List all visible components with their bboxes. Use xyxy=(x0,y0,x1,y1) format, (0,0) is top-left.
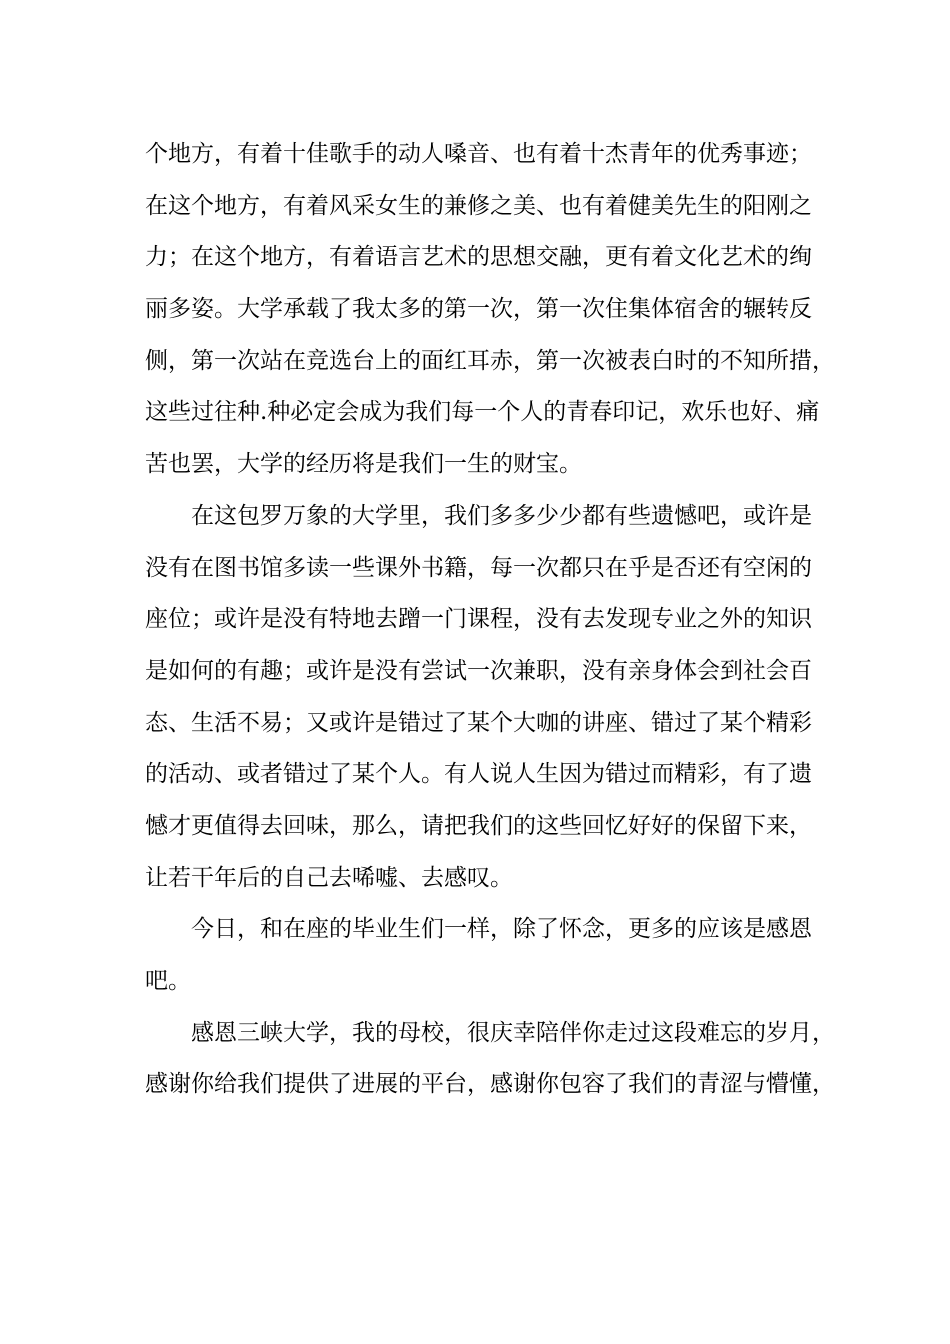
text-line: 吧。 xyxy=(145,968,191,994)
body-text xyxy=(145,129,835,1111)
text-line: 的活动、或者错过了某个人。有人说人生因为错过而精彩，有了遗 xyxy=(145,761,812,788)
text-line: 丽多姿。大学承载了我太多的第一次，第一次住集体宿舍的辗转反 xyxy=(145,296,812,323)
text-line: 苦也罢，大学的经历将是我们一生的财宝。 xyxy=(145,451,582,478)
text-line: 没有在图书馆多读一些课外书籍，每一次都只在乎是否还有空闲的 xyxy=(145,554,812,581)
text-line: 憾才更值得去回味，那么，请把我们的这些回忆好好的保留下来， xyxy=(145,812,812,839)
text-line: 这些过往种.种必定会成为我们每一个人的青春印记，欢乐也好、痛 xyxy=(145,399,820,426)
text-line: 感谢你给我们提供了进展的平台，感谢你包容了我们的青涩与懵懂， xyxy=(145,1071,835,1098)
text-line: 个地方，有着十佳歌手的动人嗓音、也有着十杰青年的优秀事迹； xyxy=(145,141,812,167)
text-line: 今日，和在座的毕业生们一样，除了怀念，更多的应该是感恩 xyxy=(191,916,812,943)
text-line: 力；在这个地方，有着语言艺术的思想交融，更有着文化艺术的绚 xyxy=(145,244,812,271)
text-line: 侧，第一次站在竞选台上的面红耳赤，第一次被表白时的不知所措， xyxy=(145,347,835,374)
text-line: 态、生活不易；又或许是错过了某个大咖的讲座、错过了某个精彩 xyxy=(145,709,812,736)
text-line: 在这个地方，有着风采女生的兼修之美、也有着健美先生的阳刚之 xyxy=(145,192,812,219)
text-line: 是如何的有趣；或许是没有尝试一次兼职，没有亲身体会到社会百 xyxy=(145,657,812,684)
text-line: 座位；或许是没有特地去蹭一门课程，没有去发现专业之外的知识 xyxy=(145,606,812,633)
text-line: 在这包罗万象的大学里，我们多多少少都有些遗憾吧，或许是 xyxy=(191,502,812,529)
text-line: 让若干年后的自己去唏嘘、去感叹。 xyxy=(145,864,513,891)
text-line: 感恩三峡大学，我的母校，很庆幸陪伴你走过这段难忘的岁月， xyxy=(191,1019,835,1046)
